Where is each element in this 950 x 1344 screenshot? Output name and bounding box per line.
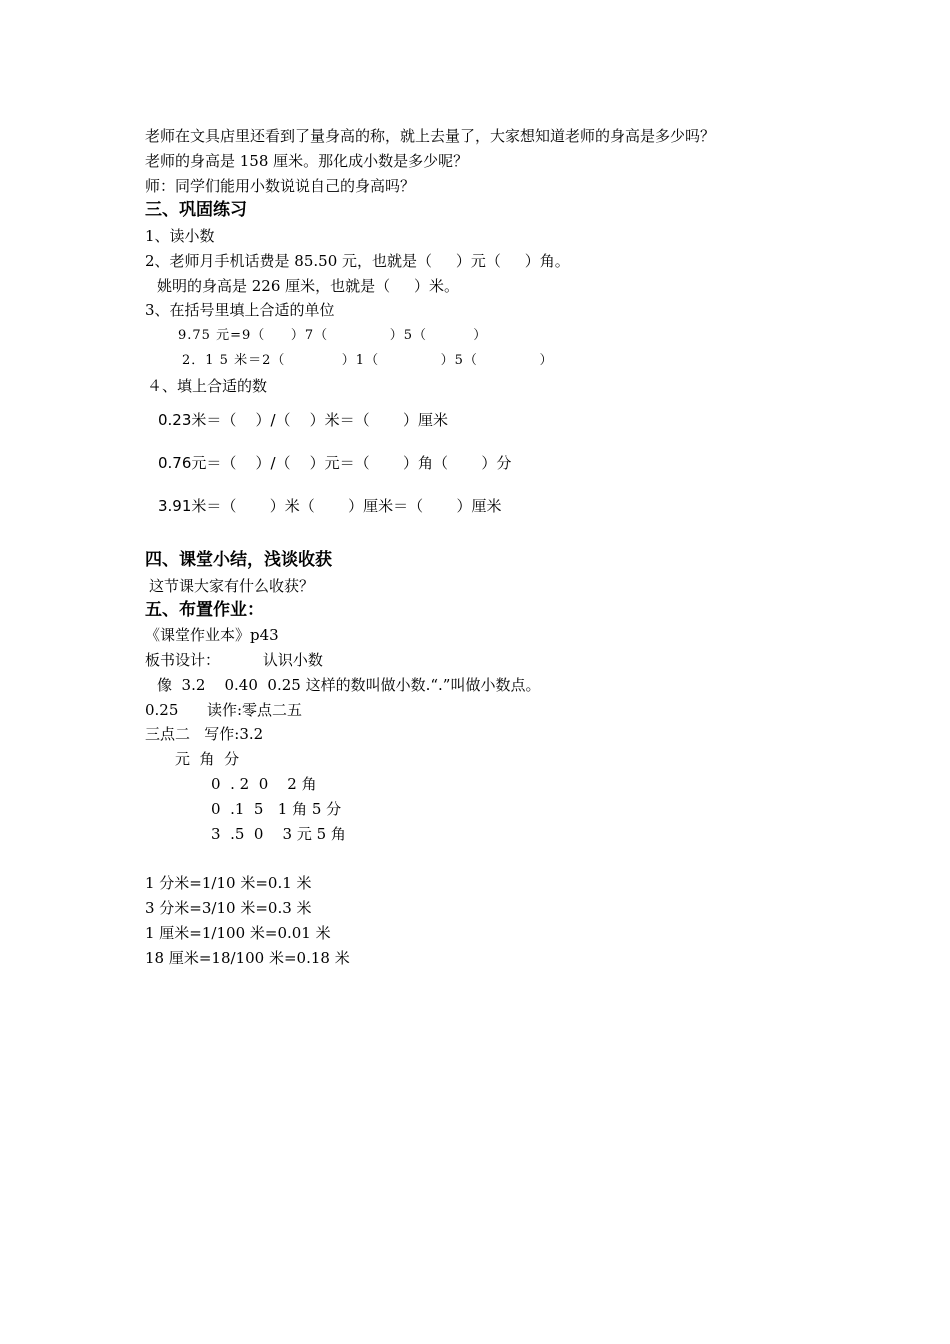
board-line-2: 0.25 读作:零点二五 xyxy=(145,701,303,719)
intro-line-3: 师：同学们能用小数说说自己的身高吗？ xyxy=(145,177,416,195)
question-3: 3、在括号里填上合适的单位 xyxy=(145,301,335,319)
conversion-line-4: 18 厘米=18/100 米=0.18 米 xyxy=(145,949,350,967)
intro-line-2: 老师的身高是 158 厘米。那化成小数是多少呢？ xyxy=(145,152,469,170)
board-line-7: 3 .5 0 3 元 5 角 xyxy=(211,825,346,843)
board-line-6: 0 .1 5 1 角 5 分 xyxy=(211,800,342,818)
board-line-1: 像 3.2 0.40 0.25 这样的数叫做小数.“.”叫做小数点。 xyxy=(157,676,541,694)
board-line-5: 0 . 2 0 2 角 xyxy=(211,775,317,793)
section-5-heading: 五、布置作业： xyxy=(145,600,264,620)
conversion-line-3: 1 厘米=1/100 米=0.01 米 xyxy=(145,924,331,942)
board-design-title: 板书设计： 认识小数 xyxy=(145,651,323,669)
intro-line-1: 老师在文具店里还看到了量身高的称，就上去量了，大家想知道老师的身高是多少吗？ xyxy=(145,127,716,145)
section-4-heading: 四、课堂小结，浅谈收获 xyxy=(145,550,332,570)
conversion-line-1: 1 分米=1/10 米=0.1 米 xyxy=(145,874,312,892)
question-2b: 姚明的身高是 226 厘米，也就是（ ）米。 xyxy=(157,277,460,295)
board-line-3: 三点二 写作:3.2 xyxy=(145,725,264,743)
question-4a: 0.23米＝（ ）/（ ）米＝（ ）厘米 xyxy=(158,411,448,429)
question-3b: 2．1 5 米＝2（ ）1（ ）5（ ） xyxy=(182,353,554,368)
section-3-heading: 三、巩固练习 xyxy=(145,200,247,220)
question-4: ４、填上合适的数 xyxy=(147,377,268,395)
question-2a: 2、老师月手机话费是 85.50 元，也就是（ ）元（ ）角。 xyxy=(145,252,570,270)
question-4c: 3.91米＝（ ）米（ ）厘米＝（ ）厘米 xyxy=(158,497,502,515)
conversion-line-2: 3 分米=3/10 米=0.3 米 xyxy=(145,899,312,917)
question-3a: 9.75 元=9（ ）7（ ）5（ ） xyxy=(178,328,488,343)
section-4-text: 这节课大家有什么收获？ xyxy=(149,577,315,595)
board-unit-header: 元 角 分 xyxy=(175,750,240,768)
section-5-text: 《课堂作业本》p43 xyxy=(145,626,279,644)
question-1: 1、读小数 xyxy=(145,227,215,245)
question-4b: 0.76元＝（ ）/（ ）元＝（ ）角（ ）分 xyxy=(158,454,512,472)
